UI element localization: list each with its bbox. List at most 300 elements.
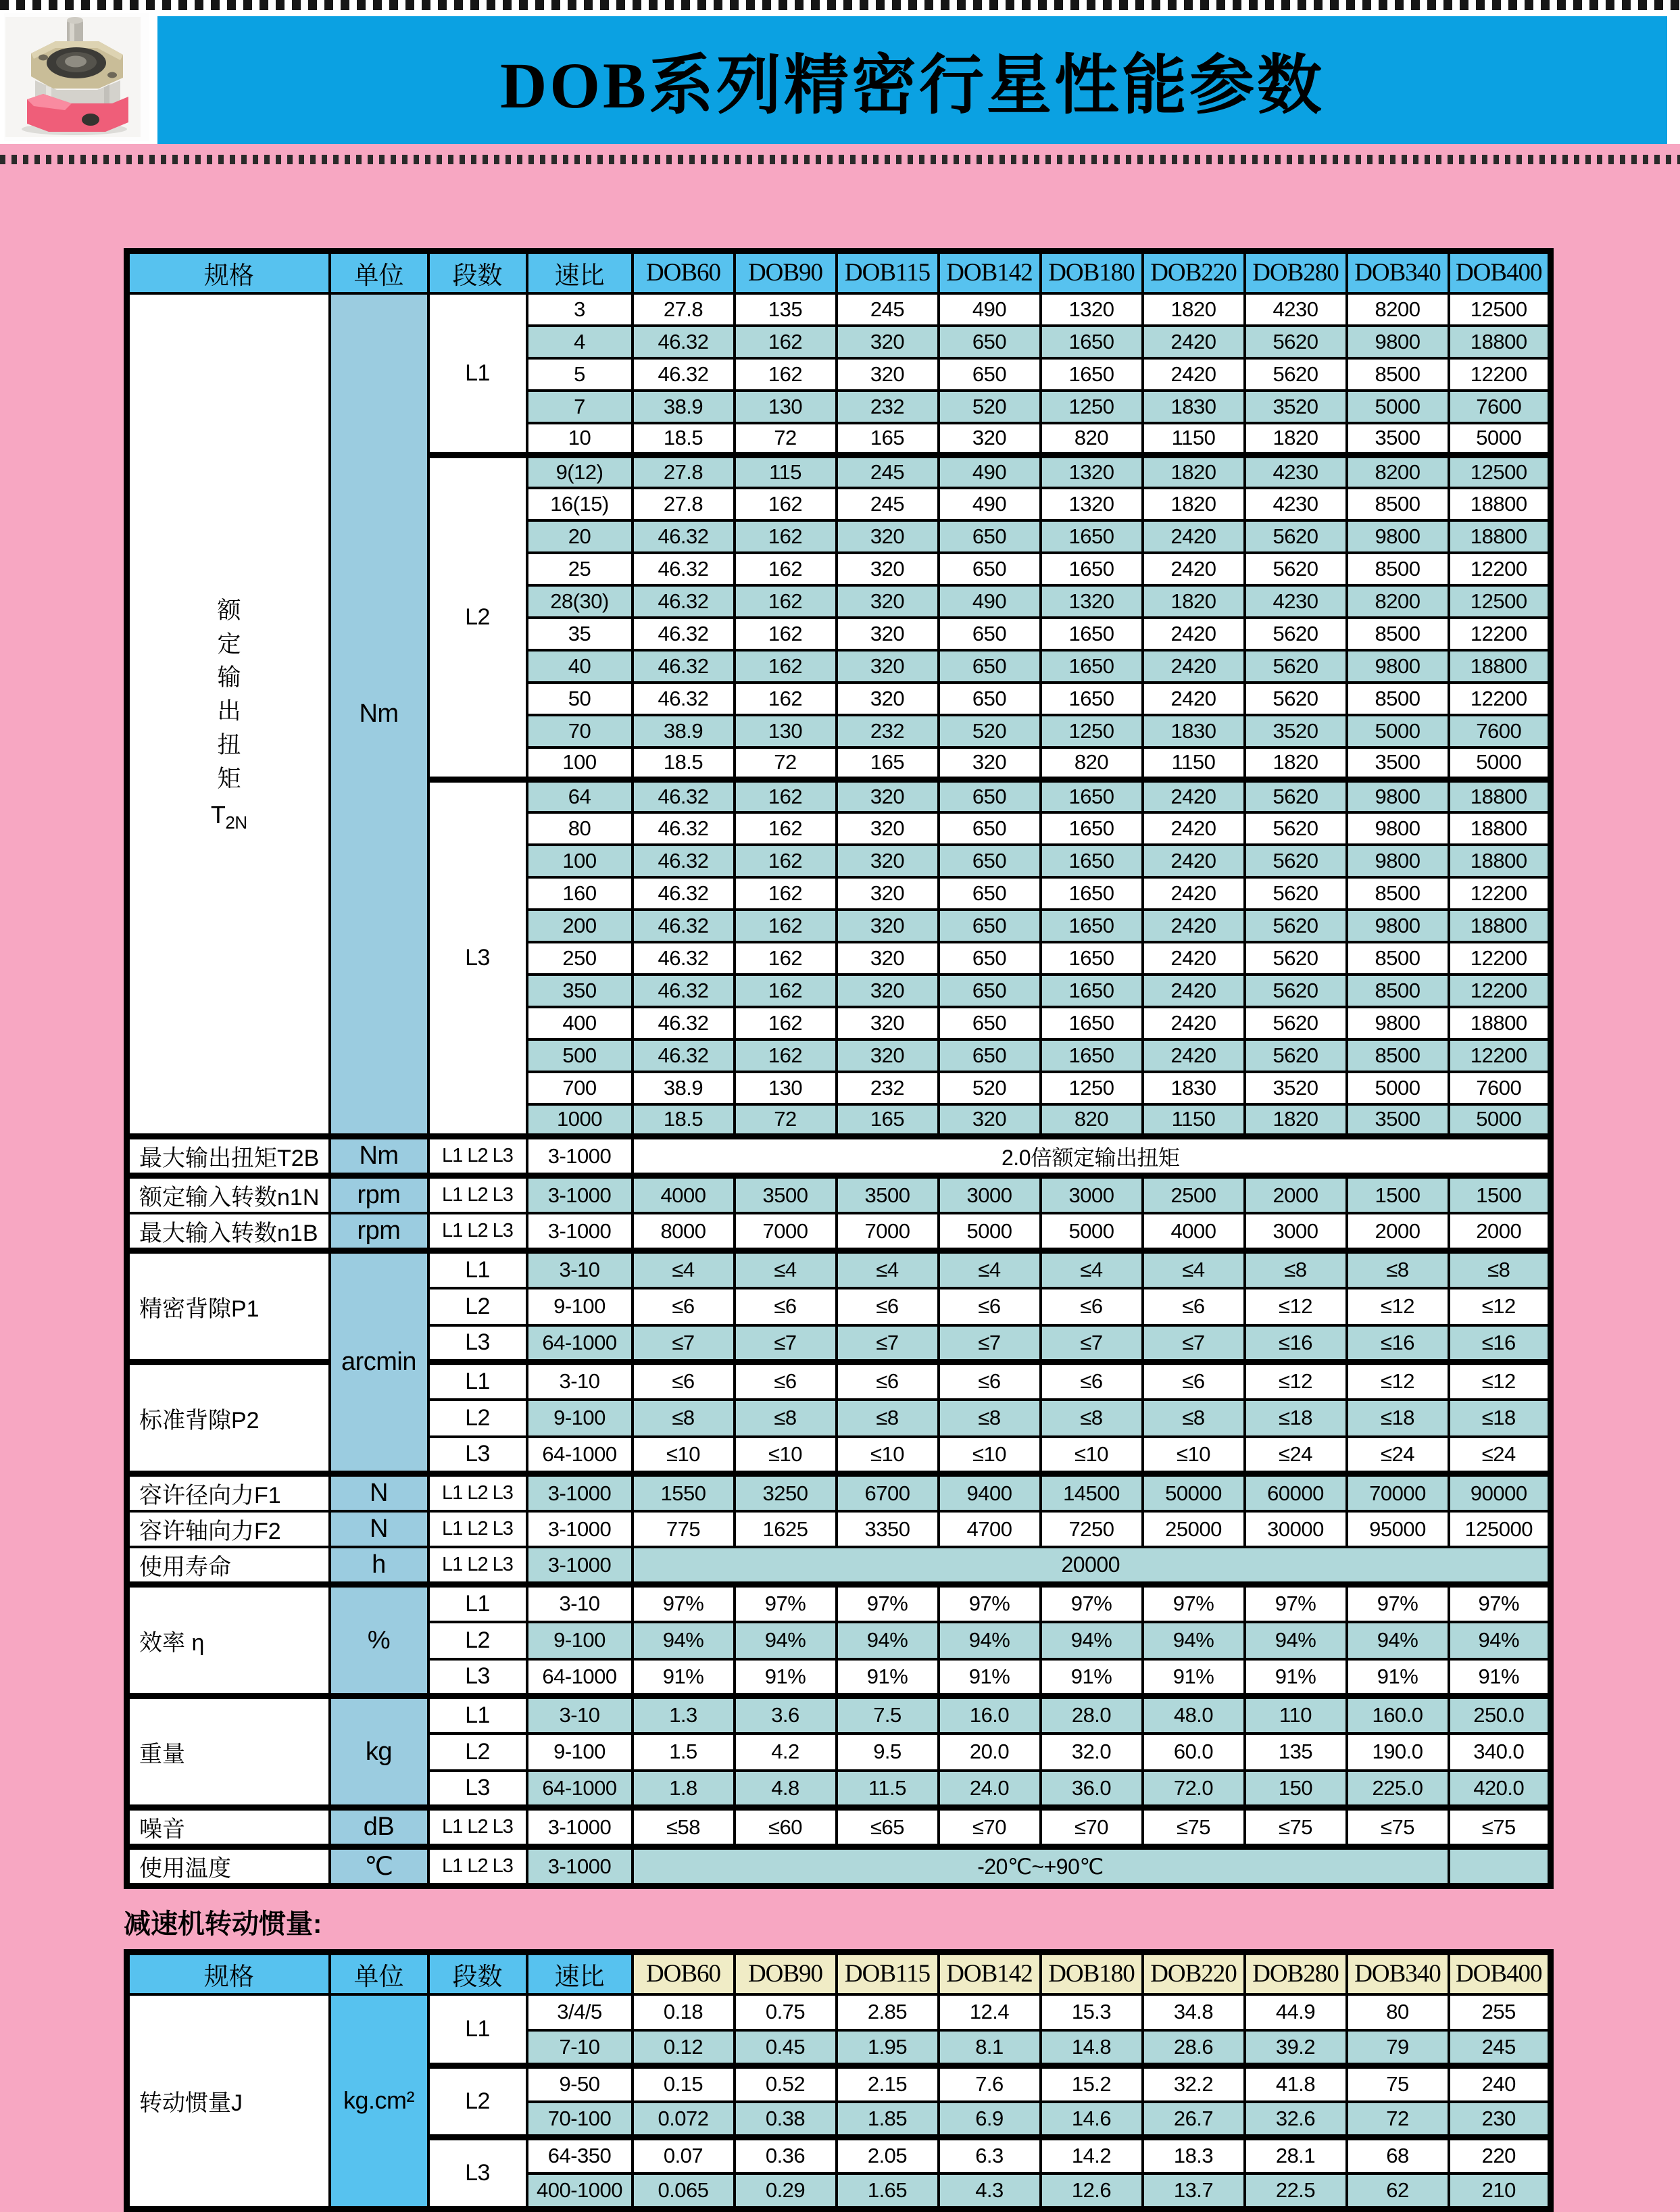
value-cell: 162	[735, 942, 837, 975]
value-cell: 8500	[1347, 358, 1449, 391]
value-cell: 46.32	[633, 358, 735, 391]
stage-cell: L1 L2 L3	[428, 1547, 527, 1585]
value-cell: 2420	[1143, 910, 1245, 942]
table2-head	[127, 1952, 1551, 1994]
ratio-cell: 70-100	[527, 2102, 633, 2138]
table-row	[127, 1847, 1551, 1886]
value-cell: 25000	[1143, 1511, 1245, 1547]
value-cell: 490	[939, 488, 1041, 520]
value-cell: 7.5	[837, 1696, 939, 1734]
value-cell: 1.85	[837, 2102, 939, 2138]
value-cell: 2420	[1143, 358, 1245, 391]
value-cell: 34.8	[1143, 1994, 1245, 2030]
value-cell: ≤8	[837, 1400, 939, 1437]
stage-cell: L3	[428, 1437, 527, 1474]
value-cell: 1650	[1041, 845, 1143, 877]
ratio-cell: 500	[527, 1039, 633, 1072]
value-cell: 650	[939, 845, 1041, 877]
value-cell: ≤6	[837, 1362, 939, 1400]
value-cell: 91%	[837, 1659, 939, 1696]
value-cell: 80	[1347, 1994, 1449, 2030]
stage-cell: L2	[428, 1288, 527, 1325]
value-cell: 3350	[837, 1511, 939, 1547]
value-cell: 8500	[1347, 1039, 1449, 1072]
value-cell: 6.9	[939, 2102, 1041, 2138]
value-cell: 46.32	[633, 877, 735, 910]
ratio-cell: 64-350	[527, 2138, 633, 2173]
value-cell: 94%	[735, 1622, 837, 1659]
value-cell: 1650	[1041, 1039, 1143, 1072]
value-cell: 2000	[1347, 1213, 1449, 1251]
ratio-cell: 40	[527, 650, 633, 683]
value-cell: 250.0	[1449, 1696, 1551, 1734]
value-cell: 5620	[1245, 553, 1347, 585]
value-cell: 255	[1449, 1994, 1551, 2030]
merged-value-cell: -20℃~+90℃	[633, 1847, 1449, 1886]
spec-label-cell	[127, 293, 330, 1137]
value-cell: 1650	[1041, 780, 1143, 812]
ratio-cell: 3-1000	[527, 1847, 633, 1886]
stage-cell: L1 L2 L3	[428, 1137, 527, 1176]
value-cell: 320	[837, 618, 939, 650]
value-cell: 320	[837, 1039, 939, 1072]
value-cell: 1650	[1041, 683, 1143, 715]
value-cell: 38.9	[633, 1072, 735, 1104]
ratio-cell: 64-1000	[527, 1659, 633, 1696]
value-cell: 3.6	[735, 1696, 837, 1734]
value-cell: 130	[735, 391, 837, 423]
value-cell: 115	[735, 456, 837, 488]
value-cell: 7000	[735, 1213, 837, 1251]
value-cell: 1820	[1245, 423, 1347, 456]
value-cell: 0.07	[633, 2138, 735, 2173]
value-cell: 97%	[633, 1585, 735, 1622]
value-cell: 3000	[1245, 1213, 1347, 1251]
value-cell: 320	[837, 910, 939, 942]
value-cell: 97%	[939, 1585, 1041, 1622]
value-cell: 5620	[1245, 780, 1347, 812]
value-cell: 5620	[1245, 877, 1347, 910]
value-cell: 94%	[1041, 1622, 1143, 1659]
value-cell: 320	[837, 877, 939, 910]
table-row	[127, 1994, 1551, 2030]
table-header-row	[127, 1952, 1551, 1994]
unit-cell: rpm	[330, 1176, 428, 1214]
value-cell: 2420	[1143, 877, 1245, 910]
value-cell: 520	[939, 715, 1041, 747]
stage-cell: L2	[428, 2066, 527, 2138]
value-cell: 2000	[1245, 1176, 1347, 1214]
value-cell: 14.6	[1041, 2102, 1143, 2138]
value-cell: 162	[735, 877, 837, 910]
value-cell: 46.32	[633, 942, 735, 975]
ratio-cell: 9-100	[527, 1400, 633, 1437]
value-cell: 9800	[1347, 812, 1449, 845]
value-cell: ≤7	[633, 1325, 735, 1362]
value-cell: 46.32	[633, 910, 735, 942]
ratio-cell: 70	[527, 715, 633, 747]
value-cell: ≤6	[1143, 1362, 1245, 1400]
value-cell: 165	[837, 1104, 939, 1137]
ratio-cell: 350	[527, 975, 633, 1007]
value-cell: 240	[1449, 2066, 1551, 2102]
stage-cell: L1	[428, 1994, 527, 2066]
unit-cell: kg.cm²	[330, 1994, 428, 2209]
value-cell: 4000	[1143, 1213, 1245, 1251]
value-cell: 72	[735, 747, 837, 780]
ratio-cell: 3/4/5	[527, 1994, 633, 2030]
column-header: DOB400	[1449, 251, 1551, 293]
spec-label-cell: 容许轴向力F2	[127, 1511, 330, 1547]
value-cell: 9800	[1347, 845, 1449, 877]
value-cell: 18800	[1449, 326, 1551, 358]
value-cell: 46.32	[633, 975, 735, 1007]
value-cell: 27.8	[633, 456, 735, 488]
value-cell: 5620	[1245, 326, 1347, 358]
value-cell: 150	[1245, 1771, 1347, 1808]
ratio-cell: 3-1000	[527, 1213, 633, 1251]
stage-cell: L3	[428, 1771, 527, 1808]
value-cell: 650	[939, 812, 1041, 845]
value-cell: 162	[735, 812, 837, 845]
stage-cell: L1 L2 L3	[428, 1808, 527, 1847]
ratio-cell: 3-1000	[527, 1176, 633, 1214]
value-cell: 18800	[1449, 650, 1551, 683]
value-cell: 9800	[1347, 326, 1449, 358]
value-cell: 48.0	[1143, 1696, 1245, 1734]
ratio-cell: 3-1000	[527, 1808, 633, 1847]
value-cell: 2420	[1143, 942, 1245, 975]
value-cell: 0.065	[633, 2173, 735, 2209]
value-cell: 340.0	[1449, 1734, 1551, 1771]
ratio-cell: 400	[527, 1007, 633, 1039]
value-cell: 72	[735, 423, 837, 456]
column-header: DOB90	[735, 251, 837, 293]
column-header: 规格	[127, 1952, 330, 1994]
ratio-cell: 80	[527, 812, 633, 845]
table-row	[127, 1696, 1551, 1734]
value-cell: 320	[837, 845, 939, 877]
stage-cell: L1 L2 L3	[428, 1474, 527, 1512]
unit-cell: N	[330, 1474, 428, 1512]
value-cell: ≤4	[837, 1251, 939, 1288]
value-cell: 72.0	[1143, 1771, 1245, 1808]
value-cell: 3500	[1347, 747, 1449, 780]
ratio-cell: 35	[527, 618, 633, 650]
spec-label-cell: 最大输出扭矩T2B	[127, 1137, 330, 1176]
value-cell: ≤7	[837, 1325, 939, 1362]
value-cell: 1500	[1347, 1176, 1449, 1214]
value-cell: 320	[837, 1007, 939, 1039]
value-cell: 9400	[939, 1474, 1041, 1512]
value-cell: 2420	[1143, 975, 1245, 1007]
value-cell: 6.3	[939, 2138, 1041, 2173]
value-cell: ≤6	[633, 1288, 735, 1325]
value-cell: 46.32	[633, 326, 735, 358]
value-cell: 1830	[1143, 391, 1245, 423]
value-cell: 5000	[1347, 391, 1449, 423]
value-cell: ≤10	[837, 1437, 939, 1474]
value-cell: 490	[939, 456, 1041, 488]
column-header: DOB180	[1041, 1952, 1143, 1994]
value-cell: 12200	[1449, 358, 1551, 391]
value-cell: 36.0	[1041, 1771, 1143, 1808]
page-header	[0, 10, 1680, 144]
value-cell: 18800	[1449, 845, 1551, 877]
value-cell: 12200	[1449, 942, 1551, 975]
value-cell: 650	[939, 683, 1041, 715]
value-cell: 46.32	[633, 618, 735, 650]
value-cell: ≤6	[1143, 1288, 1245, 1325]
value-cell: 2420	[1143, 780, 1245, 812]
value-cell: 18.3	[1143, 2138, 1245, 2173]
value-cell: 60.0	[1143, 1734, 1245, 1771]
value-cell: ≤6	[735, 1362, 837, 1400]
value-cell: 8500	[1347, 877, 1449, 910]
value-cell: 135	[1245, 1734, 1347, 1771]
value-cell: 46.32	[633, 650, 735, 683]
value-cell: 0.36	[735, 2138, 837, 2173]
value-cell: 12500	[1449, 456, 1551, 488]
value-cell: 520	[939, 1072, 1041, 1104]
value-cell: 490	[939, 585, 1041, 618]
value-cell: 12200	[1449, 683, 1551, 715]
value-cell: 1320	[1041, 488, 1143, 520]
stage-cell: L2	[428, 1400, 527, 1437]
performance-table-1	[124, 248, 1554, 1889]
value-cell: 6700	[837, 1474, 939, 1512]
value-cell: ≤16	[1245, 1325, 1347, 1362]
value-cell: 320	[837, 683, 939, 715]
value-cell: ≤6	[837, 1288, 939, 1325]
value-cell: 650	[939, 910, 1041, 942]
value-cell: 60000	[1245, 1474, 1347, 1512]
value-cell: 32.0	[1041, 1734, 1143, 1771]
unit-cell: dB	[330, 1808, 428, 1847]
value-cell: 320	[837, 812, 939, 845]
value-cell: 320	[837, 553, 939, 585]
value-cell: 5620	[1245, 1007, 1347, 1039]
value-cell: 1830	[1143, 715, 1245, 747]
vertical-label-char: 扭	[217, 731, 241, 758]
value-cell: 97%	[1041, 1585, 1143, 1622]
value-cell: 245	[837, 293, 939, 326]
value-cell: ≤7	[735, 1325, 837, 1362]
value-cell: 1650	[1041, 520, 1143, 553]
value-cell: 0.15	[633, 2066, 735, 2102]
ratio-cell: 9-50	[527, 2066, 633, 2102]
value-cell: 1320	[1041, 456, 1143, 488]
value-cell: 320	[837, 358, 939, 391]
value-cell: ≤4	[1143, 1251, 1245, 1288]
value-cell: 94%	[939, 1622, 1041, 1659]
stage-cell: L1	[428, 1696, 527, 1734]
value-cell: 650	[939, 520, 1041, 553]
value-cell: 79	[1347, 2030, 1449, 2066]
stage-cell: L1	[428, 1362, 527, 1400]
value-cell: 9800	[1347, 650, 1449, 683]
column-header: DOB115	[837, 1952, 939, 1994]
value-cell: 162	[735, 1039, 837, 1072]
value-cell: 1820	[1143, 456, 1245, 488]
value-cell: 2.85	[837, 1994, 939, 2030]
value-cell: 8200	[1347, 293, 1449, 326]
value-cell: 160.0	[1347, 1696, 1449, 1734]
value-cell: 520	[939, 391, 1041, 423]
column-header: DOB142	[939, 1952, 1041, 1994]
top-dashed-border	[0, 0, 1680, 10]
table1-head	[127, 251, 1551, 293]
ratio-cell: 1000	[527, 1104, 633, 1137]
value-cell: 46.32	[633, 780, 735, 812]
value-cell: 1650	[1041, 358, 1143, 391]
value-cell: 46.32	[633, 585, 735, 618]
value-cell: 9800	[1347, 1007, 1449, 1039]
value-cell: 4000	[633, 1176, 735, 1214]
value-cell: ≤12	[1347, 1288, 1449, 1325]
value-cell: 0.52	[735, 2066, 837, 2102]
value-cell: 3520	[1245, 715, 1347, 747]
value-cell: 14.2	[1041, 2138, 1143, 2173]
stage-cell: L1 L2 L3	[428, 1847, 527, 1886]
value-cell: 94%	[1245, 1622, 1347, 1659]
stage-cell: L1 L2 L3	[428, 1176, 527, 1214]
value-cell: 162	[735, 520, 837, 553]
vertical-label-char: 额	[217, 597, 241, 624]
value-cell: 3500	[735, 1176, 837, 1214]
value-cell: 70000	[1347, 1474, 1449, 1512]
value-cell: 650	[939, 618, 1041, 650]
column-header: 单位	[330, 1952, 428, 1994]
value-cell: ≤24	[1245, 1437, 1347, 1474]
vertical-label-char: 定	[217, 631, 241, 658]
value-cell: ≤8	[939, 1400, 1041, 1437]
merged-value-cell: 20000	[633, 1547, 1551, 1585]
value-cell: 5620	[1245, 358, 1347, 391]
value-cell: 320	[837, 975, 939, 1007]
value-cell: 162	[735, 326, 837, 358]
value-cell: 162	[735, 553, 837, 585]
value-cell: 97%	[837, 1585, 939, 1622]
value-cell: 2420	[1143, 683, 1245, 715]
dotted-divider	[0, 155, 1680, 164]
value-cell: 820	[1041, 747, 1143, 780]
value-cell: 320	[939, 747, 1041, 780]
value-cell: 46.32	[633, 1007, 735, 1039]
value-cell: 39.2	[1245, 2030, 1347, 2066]
ratio-cell: 10	[527, 423, 633, 456]
value-cell: 16.0	[939, 1696, 1041, 1734]
spec-label-cell: 精密背隙P1	[127, 1251, 330, 1362]
value-cell: 5620	[1245, 618, 1347, 650]
value-cell: 46.32	[633, 812, 735, 845]
value-cell: ≤8	[1041, 1400, 1143, 1437]
value-cell: ≤4	[633, 1251, 735, 1288]
value-cell: 162	[735, 618, 837, 650]
column-header: DOB340	[1347, 1952, 1449, 1994]
ratio-cell: 3-1000	[527, 1137, 633, 1176]
stage-cell: L3	[428, 1659, 527, 1696]
value-cell: ≤8	[1245, 1251, 1347, 1288]
value-cell: 1.95	[837, 2030, 939, 2066]
value-cell: 162	[735, 488, 837, 520]
value-cell: ≤10	[1041, 1437, 1143, 1474]
value-cell: 12.4	[939, 1994, 1041, 2030]
value-cell: 650	[939, 326, 1041, 358]
ratio-cell: 64-1000	[527, 1437, 633, 1474]
value-cell: 1150	[1143, 423, 1245, 456]
value-cell: 1650	[1041, 910, 1143, 942]
column-header: DOB60	[633, 1952, 735, 1994]
value-cell: 5620	[1245, 975, 1347, 1007]
value-cell: 12200	[1449, 877, 1551, 910]
value-cell: ≤4	[939, 1251, 1041, 1288]
spec-label-cell: 额定输入转数n1N	[127, 1176, 330, 1214]
value-cell: 8500	[1347, 488, 1449, 520]
ratio-cell: 25	[527, 553, 633, 585]
ratio-cell: 400-1000	[527, 2173, 633, 2209]
performance-table-wrap	[124, 248, 1550, 1889]
value-cell: 162	[735, 975, 837, 1007]
ratio-cell: 200	[527, 910, 633, 942]
value-cell: 1820	[1245, 1104, 1347, 1137]
column-header: DOB220	[1143, 251, 1245, 293]
value-cell: 94%	[1347, 1622, 1449, 1659]
spec-label-cell: 效率 η	[127, 1585, 330, 1696]
value-cell: 1250	[1041, 715, 1143, 747]
value-cell: 50000	[1143, 1474, 1245, 1512]
value-cell: 4230	[1245, 456, 1347, 488]
table-row	[127, 1808, 1551, 1847]
value-cell: 190.0	[1347, 1734, 1449, 1771]
value-cell: 8200	[1347, 585, 1449, 618]
spec-label-cell: 噪音	[127, 1808, 330, 1847]
value-cell: 1500	[1449, 1176, 1551, 1214]
value-cell: 650	[939, 942, 1041, 975]
value-cell: 8000	[633, 1213, 735, 1251]
value-cell: 232	[837, 715, 939, 747]
table-row	[127, 1176, 1551, 1214]
inertia-section-heading: 减速机转动惯量:	[124, 1909, 322, 1939]
value-cell: 7600	[1449, 1072, 1551, 1104]
stage-cell: L2	[428, 456, 527, 780]
value-cell: ≤18	[1449, 1400, 1551, 1437]
value-cell: ≤6	[1041, 1288, 1143, 1325]
value-cell: 18800	[1449, 812, 1551, 845]
value-cell: 1250	[1041, 391, 1143, 423]
value-cell: 162	[735, 1007, 837, 1039]
value-cell: 5000	[1347, 715, 1449, 747]
value-cell: 12200	[1449, 553, 1551, 585]
column-header: DOB180	[1041, 251, 1143, 293]
value-cell: 125000	[1449, 1511, 1551, 1547]
value-cell: 22.5	[1245, 2173, 1347, 2209]
value-cell: 5000	[939, 1213, 1041, 1251]
value-cell: 9800	[1347, 520, 1449, 553]
ratio-cell: 9-100	[527, 1288, 633, 1325]
column-header: DOB60	[633, 251, 735, 293]
merged-value-cell: 2.0倍额定输出扭矩	[633, 1137, 1551, 1176]
value-cell: 2500	[1143, 1176, 1245, 1214]
value-cell: 3000	[1041, 1176, 1143, 1214]
value-cell: 4230	[1245, 488, 1347, 520]
value-cell: 15.2	[1041, 2066, 1143, 2102]
value-cell: 650	[939, 650, 1041, 683]
value-cell: 95000	[1347, 1511, 1449, 1547]
performance-table-2	[124, 1949, 1554, 2212]
value-cell: 162	[735, 780, 837, 812]
value-cell: ≤10	[735, 1437, 837, 1474]
